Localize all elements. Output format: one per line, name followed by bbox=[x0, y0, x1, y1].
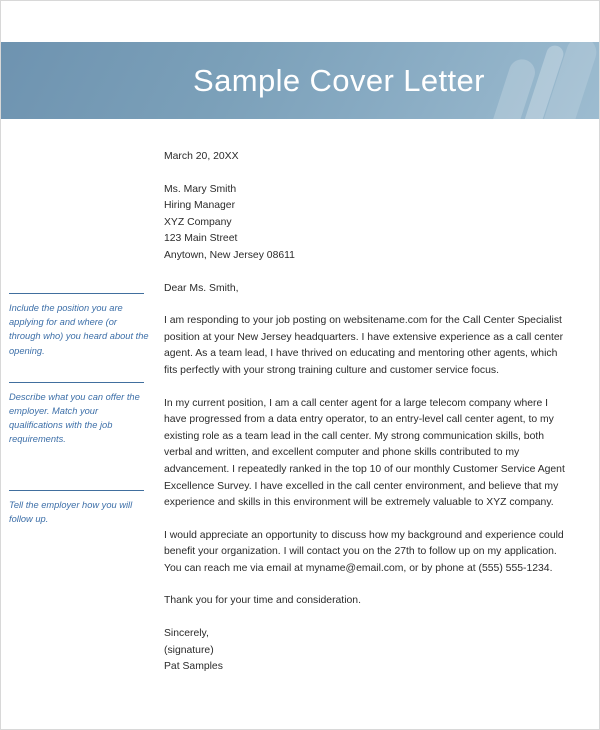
annotation-text: Describe what you can offer the employer. Match your qualifications with the job requirements. bbox=[9, 391, 140, 445]
annotation-divider bbox=[9, 490, 144, 491]
letter-salutation: Dear Ms. Smith, bbox=[164, 282, 239, 294]
banner-streak-2 bbox=[515, 43, 566, 119]
annotation-text: Include the position you are applying for and where (or through who) you heard about the opening. bbox=[9, 303, 149, 356]
banner-streak-3 bbox=[533, 42, 600, 119]
address-line: Hiring Manager bbox=[164, 200, 236, 212]
address-line: XYZ Company bbox=[164, 216, 232, 228]
address-line: Ms. Mary Smith bbox=[164, 183, 237, 195]
letter-paragraph-2: In my current position, I am a call center agent for a large telecom company where I have progressed from a data entry operator, to an entry-level call center agent, to my existing role as a team lead in the call center. My strong communication skills, both verbal and written, and excellent computer and phone skills contributed to my advancement. I repeatedly ranked in the top 10 of our monthly Customer Service Agent Excellence Survey. I have excelled in the call center environment, and believe that my experience and skills in this environment will be extremely valuable to XYZ company. bbox=[164, 397, 565, 509]
letter-body bbox=[164, 149, 572, 676]
margin-annotations bbox=[9, 293, 149, 546]
annotation-include-position bbox=[9, 293, 149, 358]
address-line: Anytown, New Jersey 08611 bbox=[164, 249, 295, 261]
letter-closing-block bbox=[164, 626, 572, 676]
sender-name: Pat Samples bbox=[164, 661, 223, 673]
annotation-divider bbox=[9, 293, 144, 294]
annotation-divider bbox=[9, 382, 144, 383]
closing-line: Sincerely, bbox=[164, 628, 209, 640]
banner-streak-1 bbox=[486, 56, 539, 119]
document-header-banner bbox=[1, 42, 600, 119]
signature-placeholder: (signature) bbox=[164, 644, 214, 656]
letter-paragraph-1: I am responding to your job posting on websitename.com for the Call Center Specialist position at your New Jersey headquarters. I have extensive experience as a call center agent. As a team lead, I have thrived on educating and mentoring other agents, which fits perfectly with your strong training culture and customer service focus. bbox=[164, 315, 564, 376]
annotation-describe-offer bbox=[9, 382, 149, 447]
recipient-address-block bbox=[164, 182, 572, 265]
page-title: Sample Cover Letter bbox=[193, 62, 485, 98]
letter-paragraph-3: I would appreciate an opportunity to discuss how my background and experience could benefit your organization. I will contact you on the 27th to follow up on my application. You can reach me via email at myname@email.com, or by phone at (555) 555-1234. bbox=[164, 529, 564, 574]
letter-thanks: Thank you for your time and consideration. bbox=[164, 595, 361, 607]
annotation-follow-up bbox=[9, 490, 149, 526]
annotation-text: Tell the employer how you will follow up. bbox=[9, 499, 133, 524]
letter-date: March 20, 20XX bbox=[164, 151, 239, 162]
address-line: 123 Main Street bbox=[164, 233, 238, 245]
